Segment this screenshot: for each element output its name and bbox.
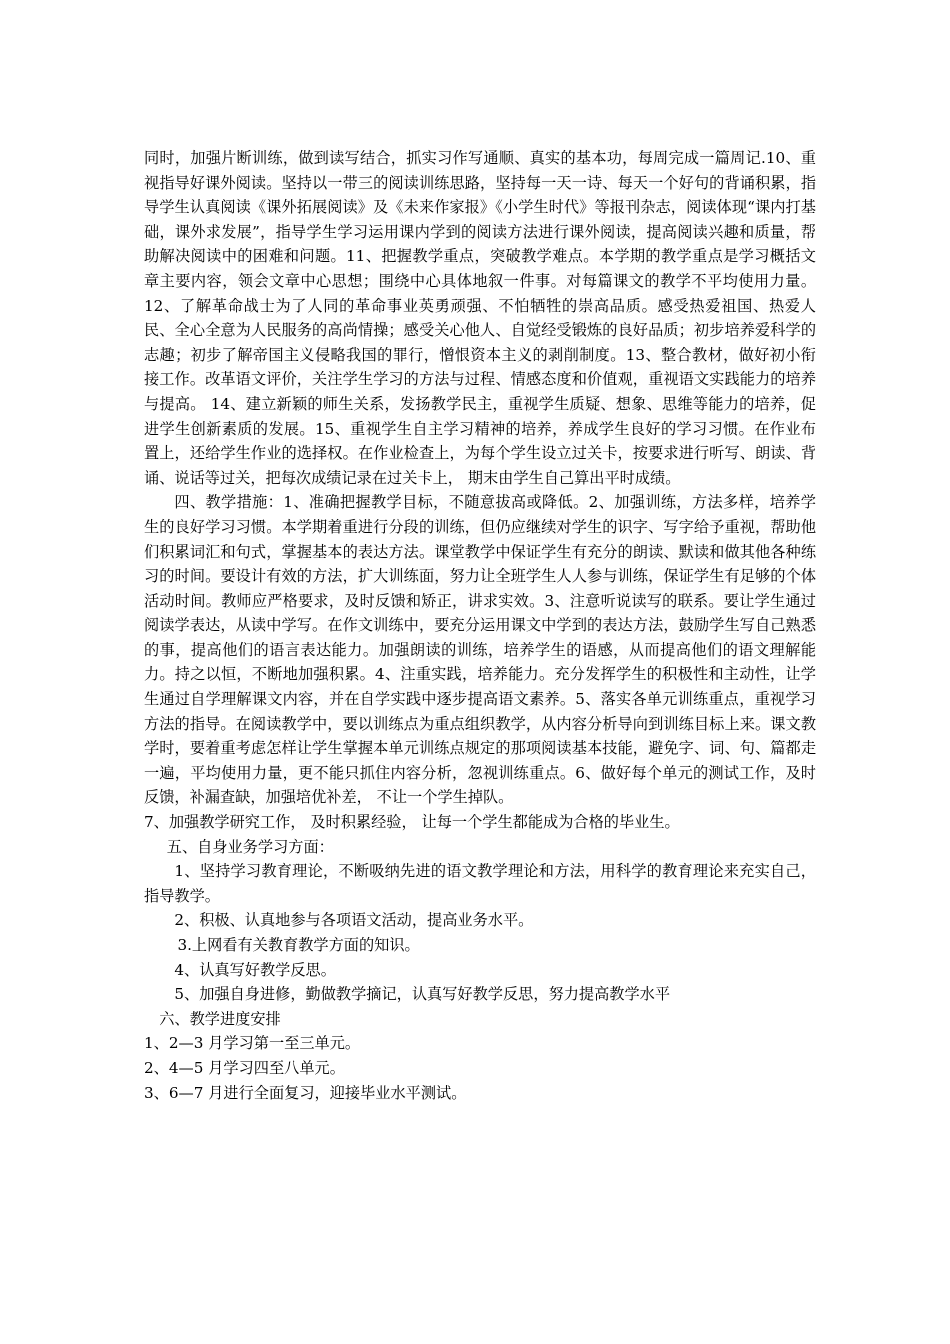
section-five-heading: 五、自身业务学习方面： — [166, 837, 334, 856]
document-page — [144, 146, 816, 1105]
section-four-teaching-measures: 四、教学措施：1、准确把握教学目标，不随意拔高或降低。2、加强训练，方法多样，培养学生的良好学习习惯。本学期着重进行分段的训练，但仍应继续对学生的识字、写字给予重视，帮助他们积累词汇和句式，掌握基本的表达方法。课堂教学中保证学生有充分的朗读、默读和做其他各种练习的时间。要设计有效的方法，扩大训练面，努力让全班学生人人参与训练，保证学生有足够的个体活动时间。教师应严格要求，及时反馈和矫正，讲求实效。3、注意听说读写的联系。要让学生通过阅读学表达，从读中学写。在作文训练中，要充分运用课文中学到的表达方法，鼓励学生写自己熟悉的事，提高他们的语言表达能力。加强朗读的训练，培养学生的语感，从而提高他们的语文理解能力。持之以恒，不断地加强积累。4、注重实践，培养能力。充分发挥学生的积极性和主动性，让学生通过自学理解课文内容，并在自学实践中逐步提高语文素养。5、落实各单元训练重点，重视学习方法的指导。在阅读教学中，要以训练点为重点组织教学，从内容分析导向到训练目标上来。课文教学时，要着重考虑怎样让学生掌握本单元训练点规定的那项阅读基本技能，避免字、词、句、篇都走一遍，平均使用力量，更不能只抓住内容分析，忽视训练重点。6、做好每个单元的测试工作，及时反馈，补漏查缺，加强培优补差， 不让一个学生掉队。 — [144, 493, 816, 807]
study-item-1: 1、坚持学习教育理论，不断吸纳先进的语文教学理论和方法，用科学的教育理论来充实自己，指导教学。 — [144, 862, 816, 905]
measure-item-7: 7、加强教学研究工作， 及时积累经验， 让每一个学生都能成为合格的毕业生。 — [144, 813, 680, 832]
section-six-heading: 六、教学进度安排 — [159, 1009, 281, 1028]
study-item-2: 2、积极、认真地参与各项语文活动，提高业务水平。 — [174, 911, 534, 930]
study-item-3: 3.上网看有关教育教学方面的知识。 — [177, 936, 420, 954]
study-item-5: 5、加强自身进修，勤做教学摘记，认真写好教学反思，努力提高教学水平 — [174, 985, 671, 1004]
study-item-4: 4、认真写好教学反思。 — [174, 960, 336, 979]
body-paragraph-continuation: 同时，加强片断训练，做到读写结合，抓实习作写通顺、真实的基本功，每周完成一篇周记.10、重视指导好课外阅读。坚持以一带三的阅读训练思路，坚持每一天一诗、每天一个好句的背诵积累，指导学生认真阅读《课外拓展阅读》及《未来作家报》《小学生时代》等报刊杂志，阅读体现“课内打基础，课外求发展”，指导学生学习运用课内学到的阅读方法进行课外阅读，提高阅读兴趣和质量，帮助解决阅读中的困难和问题。11、把握教学重点，突破教学难点。本学期的教学重点是学习概括文章主要内容，领会文章中心思想；围绕中心具体地叙一件事。对每篇课文的教学不平均使用力量。12、了解革命战士为了人同的革命事业英勇顽强、不怕牺牲的崇高品质。感受热爱祖国、热爱人民、全心全意为人民服务的高尚情操；感受关心他人、自觉经受锻炼的良好品质；初步培养爱科学的志趣；初步了解帝国主义侵略我国的罪行，憎恨资本主义的剥削制度。13、整合教材，做好初小衔接工作。改革语文评价，关注学生学习的方法与过程、情感态度和价值观，重视语文实践能力的培养与提高。 14、建立新颖的师生关系，发扬教学民主，重视学生质疑、想象、思维等能力的培养，促进学生创新素质的发展。15、重视学生自主学习精神的培养，养成学生良好的学习习惯。在作业布置上，还给学生作业的选择权。在作业检查上，为每个学生设立过关卡，按要求进行听写、朗读、背诵、说话等过关，把每次成绩记录在过关卡上， 期末由学生自己算出平时成绩。 — [144, 149, 816, 487]
schedule-item-2: 2、4—5 月学习四至八单元。 — [144, 1058, 345, 1077]
schedule-item-1: 1、2—3 月学习第一至三单元。 — [144, 1034, 361, 1053]
schedule-item-3: 3、6—7 月进行全面复习，迎接毕业水平测试。 — [144, 1083, 467, 1102]
